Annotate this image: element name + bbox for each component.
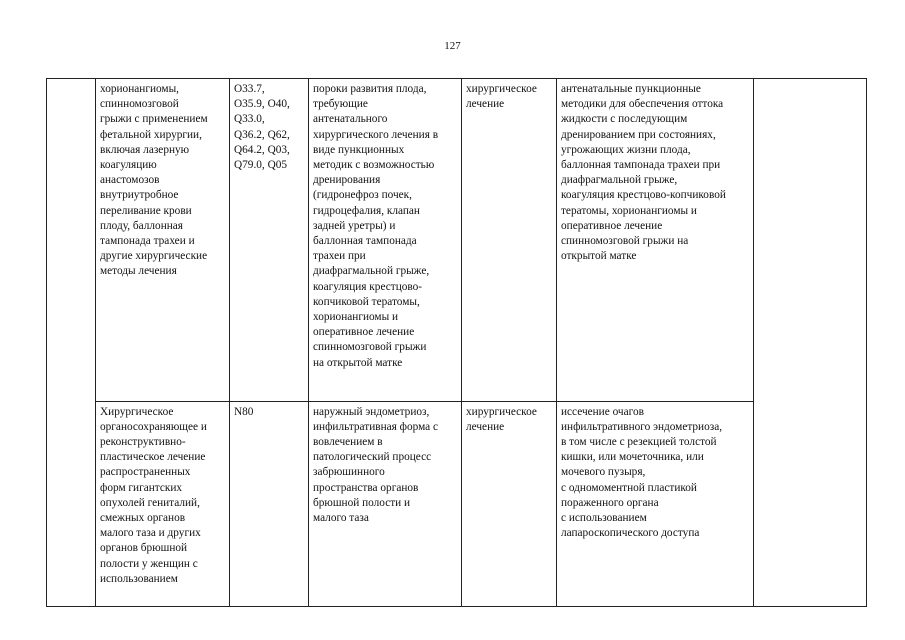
icd-codes-cell: O33.7, O35.9, O40, Q33.0, Q36.2, Q62, Q64.2, Q03, Q79.0, Q05	[230, 79, 309, 402]
cost-cell	[754, 79, 867, 607]
row-number-cell	[47, 79, 96, 607]
condition-cell: пороки развития плода, требующие антенатального хирургического лечения в виде пункционных методик с возможностью дренирования (гидронефроз почек, гидроцефалия, клапан задней уретры) и баллонная тампонада трахеи при диафрагмальной грыже, коагуляция крестцово- копчиковой тератомы, хорионангиомы и оперативное лечение спинномозговой грыжи на открытой матке	[309, 79, 462, 402]
method-group-cell: хорионангиомы, спинномозговой грыжи с применением фетальной хирургии, включая лазерную коагуляцию анастомозов внутриутробное переливание крови плоду, баллонная тампонада трахеи и другие хирургические методы лечения	[96, 79, 230, 402]
medical-care-table	[46, 78, 867, 607]
method-group-cell: Хирургическое органосохраняющее и реконструктивно- пластическое лечение распространенных форм гигантских опухолей гениталий, смежных органов малого таза и других органов брюшной полости у женщин с использованием	[96, 401, 230, 606]
page-number: 127	[444, 40, 461, 52]
icd-codes-cell: N80	[230, 401, 309, 606]
table-row	[47, 401, 867, 606]
table-row	[47, 79, 867, 402]
treatment-method-cell: иссечение очагов инфильтративного эндометриоза, в том числе с резекцией толстой кишки, или мочеточника, или мочевого пузыря, с одномоментной пластикой пораженного органа с использованием лапароскопического доступа	[557, 401, 754, 606]
treatment-type-cell: хирургическое лечение	[462, 79, 557, 402]
treatment-type-cell: хирургическое лечение	[462, 401, 557, 606]
condition-cell: наружный эндометриоз, инфильтративная форма с вовлечением в патологический процесс забрюшинного пространства органов брюшной полости и малого таза	[309, 401, 462, 606]
treatment-method-cell: антенатальные пункционные методики для обеспечения оттока жидкости с последующим дренированием при состояниях, угрожающих жизни плода, баллонная тампонада трахеи при диафрагмальной грыже, коагуляция крестцово-копчиковой тератомы, хорионангиомы и оперативное лечение спинномозговой грыжи на открытой матке	[557, 79, 754, 402]
